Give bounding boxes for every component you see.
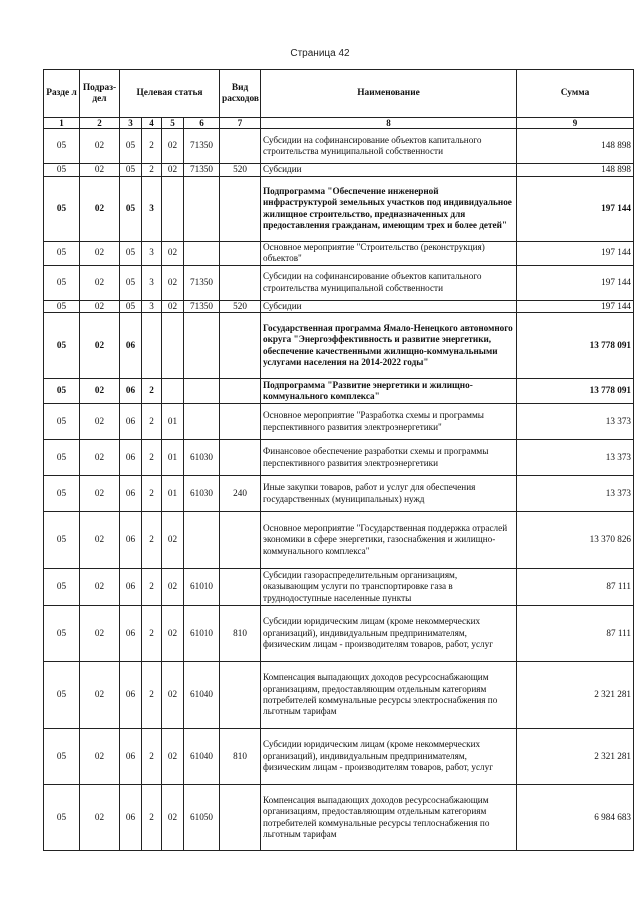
header-podrazdel: Подраз-дел [80,70,120,118]
row-code-c7: 810 [220,729,261,785]
row-name: Субсидии [261,300,517,313]
row-sum: 13 373 [517,440,634,476]
row-code-c3: 06 [120,404,142,440]
table-row [44,313,634,379]
row-code-c3: 06 [120,729,142,785]
row-code-c5: 02 [162,606,184,662]
row-code-c2: 02 [80,440,120,476]
row-code-c7: 240 [220,476,261,512]
row-sum: 13 370 826 [517,512,634,569]
row-code-c2: 02 [80,241,120,265]
row-code-c3: 06 [120,662,142,729]
row-code-c7: 520 [220,164,261,177]
row-code-c5: 02 [162,785,184,851]
row-name: Основное мероприятие "Строительство (реконструкция) объектов" [261,241,517,265]
row-code-c4: 2 [142,606,162,662]
row-sum: 6 984 683 [517,785,634,851]
row-sum: 13 778 091 [517,379,634,404]
row-code-c6: 61010 [184,606,220,662]
row-code-c6: 71350 [184,300,220,313]
row-name: Субсидии [261,164,517,177]
row-code-c6 [184,379,220,404]
row-code-c5: 02 [162,512,184,569]
row-code-c1: 05 [44,569,80,606]
row-code-c5: 02 [162,300,184,313]
table-row [44,729,634,785]
row-code-c1: 05 [44,476,80,512]
row-code-c6 [184,404,220,440]
row-sum: 13 373 [517,404,634,440]
table-row [44,785,634,851]
row-code-c2: 02 [80,164,120,177]
row-sum: 197 144 [517,300,634,313]
row-code-c3: 06 [120,379,142,404]
row-code-c6: 71350 [184,129,220,164]
row-code-c7 [220,785,261,851]
row-code-c6: 61010 [184,569,220,606]
row-code-c3: 05 [120,300,142,313]
table-row [44,606,634,662]
table-row [44,241,634,265]
col-number: 7 [220,118,261,129]
row-sum: 148 898 [517,164,634,177]
row-name: Иные закупки товаров, работ и услуг для обеспечения государственных (муниципальных) нужд [261,476,517,512]
row-code-c2: 02 [80,404,120,440]
table-row [44,404,634,440]
row-code-c2: 02 [80,512,120,569]
row-code-c6: 61040 [184,729,220,785]
row-sum: 87 111 [517,606,634,662]
row-sum: 2 321 281 [517,729,634,785]
table-row [44,129,634,164]
row-code-c5: 02 [162,729,184,785]
row-code-c5 [162,379,184,404]
row-code-c3: 06 [120,440,142,476]
row-code-c1: 05 [44,300,80,313]
row-code-c5: 02 [162,164,184,177]
row-code-c7 [220,176,261,241]
row-code-c7 [220,512,261,569]
row-code-c3: 05 [120,176,142,241]
row-code-c1: 05 [44,785,80,851]
row-code-c3: 06 [120,606,142,662]
row-code-c4: 2 [142,785,162,851]
row-code-c3: 05 [120,129,142,164]
row-name: Субсидии юридическим лицам (кроме некоммерческих организаций), индивидуальным предпринимателям, физическим лицам - производителям товаров, работ, услуг [261,729,517,785]
row-code-c5 [162,176,184,241]
table-row [44,512,634,569]
row-code-c7: 810 [220,606,261,662]
row-code-c2: 02 [80,129,120,164]
row-code-c2: 02 [80,176,120,241]
row-code-c7 [220,313,261,379]
row-code-c7 [220,440,261,476]
row-code-c1: 05 [44,265,80,300]
row-sum: 87 111 [517,569,634,606]
row-code-c1: 05 [44,729,80,785]
row-code-c7 [220,265,261,300]
row-code-c7 [220,241,261,265]
col-number: 9 [517,118,634,129]
row-name: Подпрограмма "Развитие энергетики и жилищно-коммунального комплекса" [261,379,517,404]
row-code-c2: 02 [80,476,120,512]
row-code-c1: 05 [44,313,80,379]
row-code-c3: 05 [120,164,142,177]
table-row [44,662,634,729]
row-code-c3: 05 [120,241,142,265]
table-row [44,476,634,512]
row-code-c3: 06 [120,476,142,512]
row-name: Финансовое обеспечение разработки схемы и программы перспективного развития электроэнергетики [261,440,517,476]
row-sum: 13 778 091 [517,313,634,379]
row-code-c6: 71350 [184,265,220,300]
row-code-c5: 01 [162,476,184,512]
row-code-c2: 02 [80,662,120,729]
row-code-c6: 61030 [184,476,220,512]
row-code-c4: 2 [142,662,162,729]
budget-table [43,69,634,851]
row-code-c6: 71350 [184,164,220,177]
row-sum: 197 144 [517,241,634,265]
row-code-c3: 06 [120,512,142,569]
col-number: 1 [44,118,80,129]
row-code-c1: 05 [44,440,80,476]
row-code-c6 [184,313,220,379]
row-code-c2: 02 [80,569,120,606]
row-code-c1: 05 [44,379,80,404]
row-code-c4: 2 [142,512,162,569]
row-code-c4: 3 [142,265,162,300]
row-code-c4: 2 [142,379,162,404]
col-number: 2 [80,118,120,129]
row-code-c7 [220,569,261,606]
table-row [44,265,634,300]
row-code-c4: 2 [142,729,162,785]
row-code-c4: 2 [142,569,162,606]
row-code-c2: 02 [80,729,120,785]
row-code-c5: 02 [162,569,184,606]
row-code-c2: 02 [80,265,120,300]
row-code-c5: 01 [162,440,184,476]
row-code-c2: 02 [80,606,120,662]
row-code-c2: 02 [80,313,120,379]
row-code-c5: 02 [162,129,184,164]
row-code-c6 [184,176,220,241]
col-number: 4 [142,118,162,129]
row-code-c3: 05 [120,265,142,300]
row-name: Основное мероприятие "Государственная поддержка отраслей экономики в сфере энергетики, газоснабжения и жилищно-коммунального комплекса" [261,512,517,569]
row-code-c1: 05 [44,129,80,164]
table-row [44,569,634,606]
table-row [44,440,634,476]
header-summa: Сумма [517,70,634,118]
row-name: Субсидии газораспределительным организациям, оказывающим услуги по транспортировке газа в труднодоступные населенные пункты [261,569,517,606]
row-code-c4: 2 [142,440,162,476]
row-code-c4: 3 [142,241,162,265]
row-code-c7 [220,379,261,404]
row-code-c1: 05 [44,606,80,662]
header-row [44,70,634,118]
row-sum: 2 321 281 [517,662,634,729]
table-row [44,379,634,404]
table-body [44,129,634,851]
row-code-c5: 02 [162,265,184,300]
row-code-c4: 2 [142,476,162,512]
row-name: Основное мероприятие "Разработка схемы и программы перспективного развития электроэнергетики" [261,404,517,440]
row-code-c1: 05 [44,164,80,177]
row-code-c6: 61030 [184,440,220,476]
row-code-c3: 06 [120,313,142,379]
row-code-c6 [184,512,220,569]
row-code-c2: 02 [80,785,120,851]
row-sum: 148 898 [517,129,634,164]
row-name: Компенсация выпадающих доходов ресурсоснабжающим организациям, предоставляющим отдельным категориям потребителей коммунальные ресурсы теплоснабжения по льготным тарифам [261,785,517,851]
row-code-c7: 520 [220,300,261,313]
row-code-c5: 02 [162,662,184,729]
row-code-c6 [184,241,220,265]
row-code-c4: 3 [142,300,162,313]
row-code-c4: 3 [142,176,162,241]
row-code-c4: 2 [142,404,162,440]
row-code-c7 [220,662,261,729]
table-row [44,164,634,177]
row-code-c5 [162,313,184,379]
row-code-c4: 2 [142,129,162,164]
row-name: Компенсация выпадающих доходов ресурсоснабжающим организациям, предоставляющим отдельным категориям потребителей коммунальные ресурсы электроснабжения по льготным тарифам [261,662,517,729]
row-code-c1: 05 [44,512,80,569]
row-code-c6: 61040 [184,662,220,729]
row-code-c4 [142,313,162,379]
row-code-c1: 05 [44,662,80,729]
col-number: 3 [120,118,142,129]
row-sum: 197 144 [517,265,634,300]
row-code-c1: 05 [44,241,80,265]
table-row [44,176,634,241]
row-name: Субсидии юридическим лицам (кроме некоммерческих организаций), индивидуальным предпринимателям, физическим лицам - производителям товаров, работ, услуг [261,606,517,662]
row-code-c3: 06 [120,785,142,851]
header-vid-raskhodov: Вид расходов [220,70,261,118]
table-row [44,300,634,313]
row-code-c3: 06 [120,569,142,606]
row-code-c6: 61050 [184,785,220,851]
col-number: 8 [261,118,517,129]
row-code-c2: 02 [80,379,120,404]
row-code-c4: 2 [142,164,162,177]
header-celevaya-statya: Целевая статья [120,70,220,118]
row-sum: 197 144 [517,176,634,241]
header-naimenovanie: Наименование [261,70,517,118]
row-code-c2: 02 [80,300,120,313]
row-code-c1: 05 [44,176,80,241]
row-sum: 13 373 [517,476,634,512]
row-code-c7 [220,404,261,440]
row-code-c1: 05 [44,404,80,440]
page-number-label: Страница 42 [290,48,350,59]
row-name: Субсидии на софинансирование объектов капитального строительства муниципальной собственности [261,129,517,164]
row-code-c5: 01 [162,404,184,440]
col-number: 5 [162,118,184,129]
row-code-c7 [220,129,261,164]
row-name: Подпрограмма "Обеспечение инженерной инфраструктурой земельных участков под индивидуальное жилищное строительство, предназначенных для предоставления гражданам, имеющим трех и более детей" [261,176,517,241]
col-number: 6 [184,118,220,129]
row-name: Субсидии на софинансирование объектов капитального строительства муниципальной собственности [261,265,517,300]
row-code-c5: 02 [162,241,184,265]
header-razdel: Разде л [44,70,80,118]
row-name: Государственная программа Ямало-Ненецкого автономного округа "Энергоэффективность и развитие энергетики, обеспечение качественными жилищно-коммунальными услугами населения на 2014-2022 годы" [261,313,517,379]
column-number-row [44,118,634,129]
